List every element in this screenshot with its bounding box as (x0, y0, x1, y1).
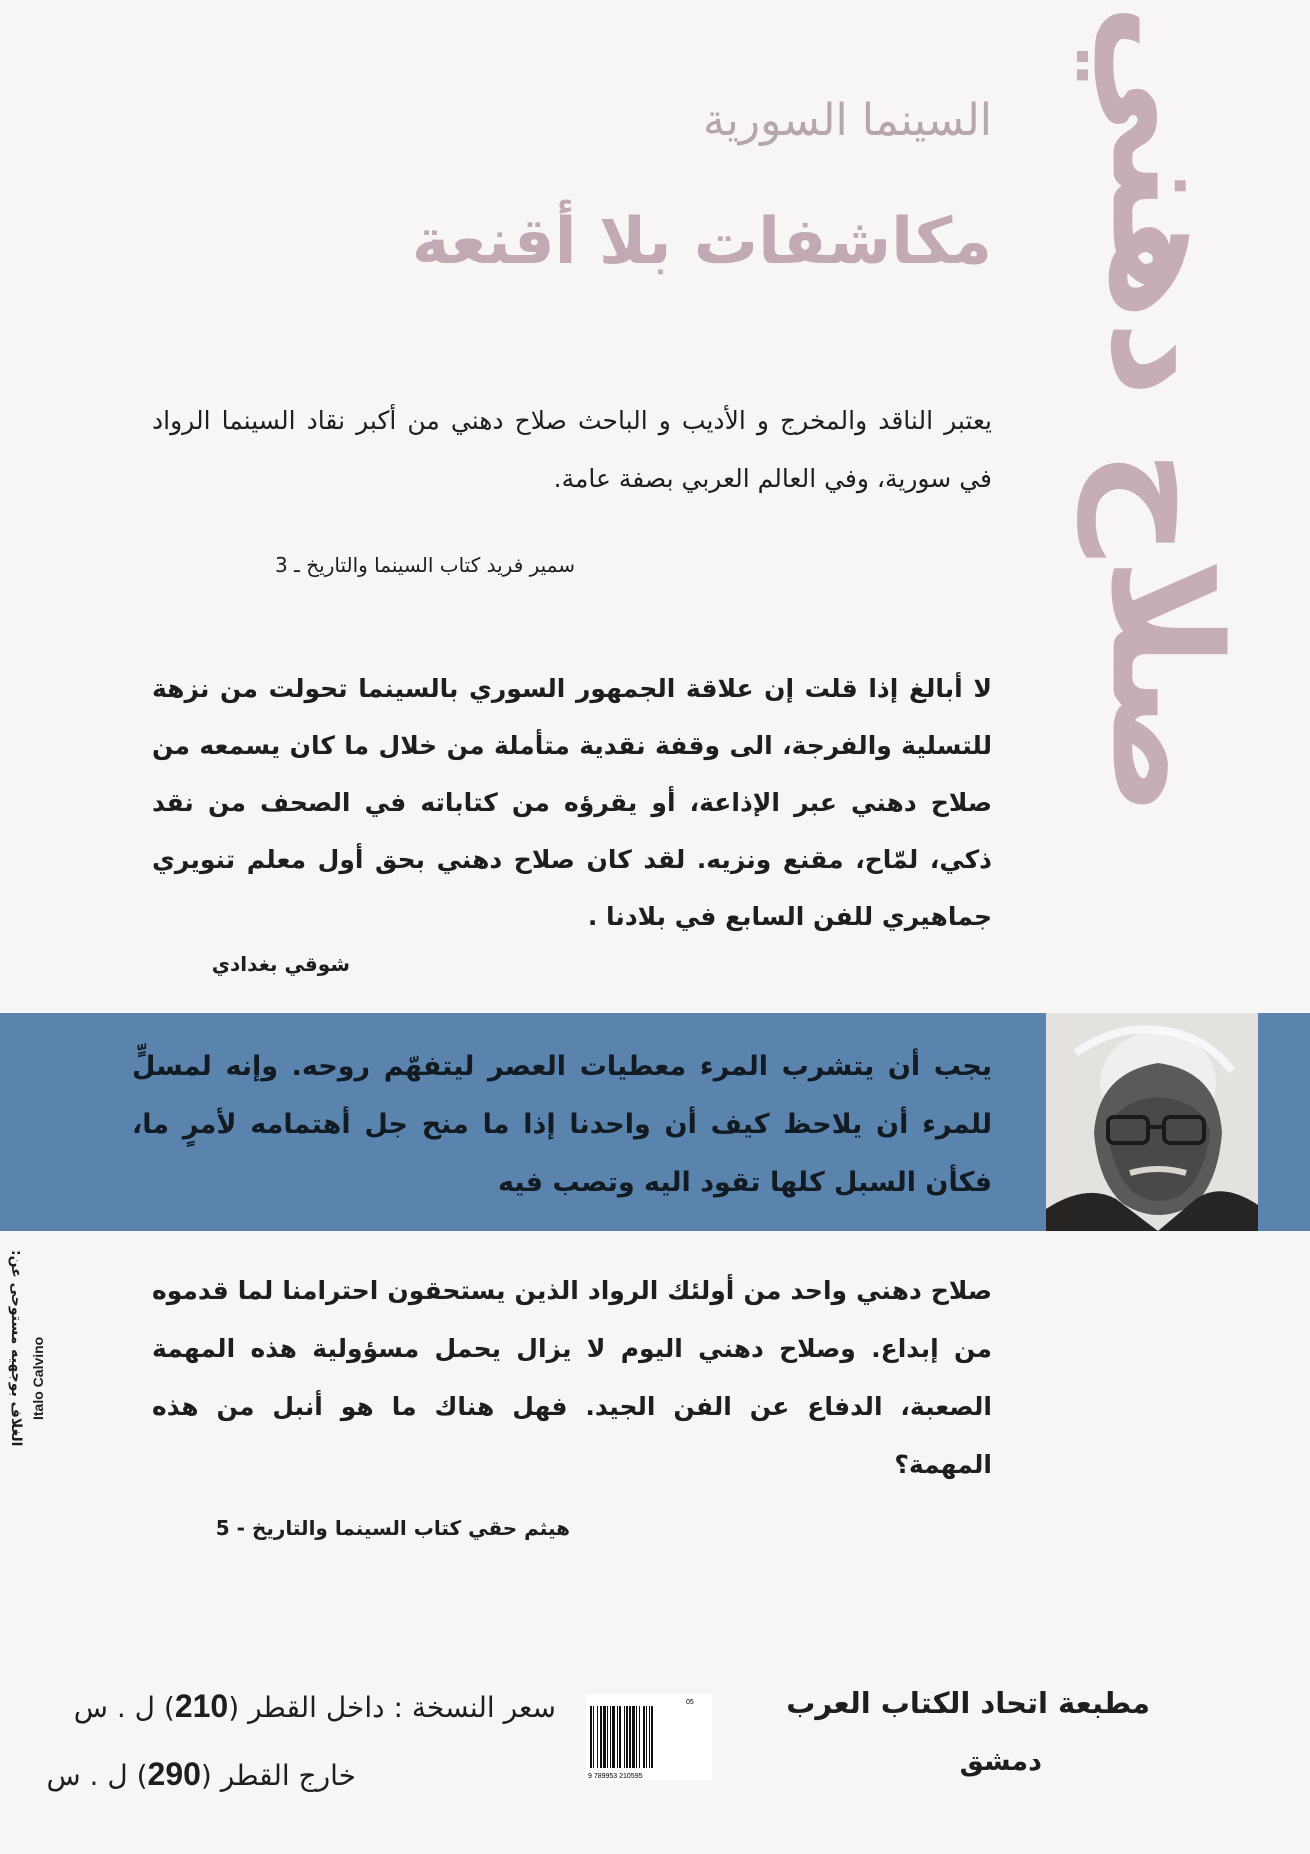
barcode-bar (603, 1706, 606, 1768)
barcode-bar (597, 1706, 598, 1768)
barcode-bar (632, 1706, 635, 1768)
barcode-bar (646, 1706, 647, 1768)
price-outside-label: خارج القطر (220, 1759, 356, 1792)
cover-inspiration-note (0, 1250, 50, 1510)
barcode-bar (651, 1706, 653, 1768)
barcode-bar (643, 1706, 645, 1768)
barcode-bar (639, 1706, 640, 1768)
blurb-paragraph-1: يعتبر الناقد والمخرج و الأديب و الباحث صلاح دهني من أكبر نقاد السينما الرواد في سورية، وفي العالم العربي بصفة عامة. (152, 406, 992, 493)
barcode-bar (649, 1706, 650, 1768)
price-outside: خارج القطر (290) ل . س (46, 1756, 356, 1792)
barcode-bar (629, 1706, 631, 1768)
cover-note-arabic: الغلاف بوجهيه مستوحى عن: (8, 1250, 24, 1447)
barcode-bar (619, 1706, 621, 1768)
cover-note-author: Italo Calvino (30, 1336, 46, 1420)
blurb-credit-1: سمير فريد كتاب السينما والتاريخ ـ 3 (274, 553, 575, 577)
barcode-bar (626, 1706, 628, 1768)
book-title: مكاشفات بلا أقنعة (411, 205, 992, 279)
barcode-bar (600, 1706, 602, 1768)
barcode-bar (607, 1706, 608, 1768)
blurb-paragraph-2: لا أبالغ إذا قلت إن علاقة الجمهور السوري بالسينما تحولت من نزهة للتسلية والفرجة، الى وقفة نقدية متأملة من خلال ما كان يسمعه من صلاح دهني عبر الإذاعة، أو يقرؤه من كتاباته في الصحف من نقد ذكي، لمّاح، مقنع ونزيه. لقد كان صلاح دهني بحق أول معلم تنويري جماهيري للفن السابع في بلادنا . (152, 674, 992, 931)
series-title: السينما السورية (703, 95, 992, 146)
blurb-credit-3: هيثم حقي كتاب السينما والتاريخ - 5 (215, 1516, 570, 1540)
barcode-bar (636, 1706, 637, 1768)
barcode-number: 9 789953 210595 (588, 1773, 643, 1780)
quote-text: يجب أن يتشرب المرء معطيات العصر ليتفهّم روحه. وإنه لمسلٍّ للمرء أن يلاحظ كيف أن واحدنا إذا ما منح جل أهتمامه لأمرٍ ما، فكأن السبل كلها تقود اليه وتصب فيه (132, 1051, 992, 1198)
price-inside-currency: ل . س (73, 1691, 155, 1724)
author-name-vertical (1060, 3, 1270, 817)
author-name-text: صلاح دهني (1078, 3, 1253, 817)
barcode-bar (610, 1706, 611, 1768)
publisher-city: دمشق (959, 1746, 1042, 1777)
isbn-barcode (586, 1694, 712, 1780)
author-photo (1046, 1013, 1258, 1231)
author-portrait-illustration (1046, 1013, 1258, 1231)
price-outside-currency: ل . س (46, 1759, 128, 1792)
barcode-bar (590, 1706, 592, 1768)
publisher-name: مطبعة اتحاد الكتاب العرب (786, 1686, 1150, 1720)
price-inside: سعر النسخة : داخل القطر (210) ل . س (73, 1688, 556, 1724)
price-inside-label: سعر النسخة : داخل القطر (248, 1691, 556, 1724)
barcode-bar (612, 1706, 615, 1768)
price-inside-value: 210 (174, 1688, 229, 1724)
barcode-graphic (586, 1694, 712, 1780)
barcode-bar (624, 1706, 625, 1768)
barcode-bar (593, 1706, 594, 1768)
barcode-bar (617, 1706, 618, 1768)
barcode-addon-number: 05 (686, 1699, 694, 1706)
blurb-paragraph-3: صلاح دهني واحد من أولئك الرواد الذين يستحقون احترامنا لما قدموه من إبداع. وصلاح دهني اليوم لا يزال يحمل مسؤولية هذه المهمة الصعبة، الدفاع عن الفن الجيد. فهل هناك ما هو أنبل من هذه المهمة؟ (152, 1276, 992, 1479)
blurb-credit-2: شوقي بغدادي (211, 952, 350, 976)
price-outside-value: 290 (147, 1756, 201, 1792)
